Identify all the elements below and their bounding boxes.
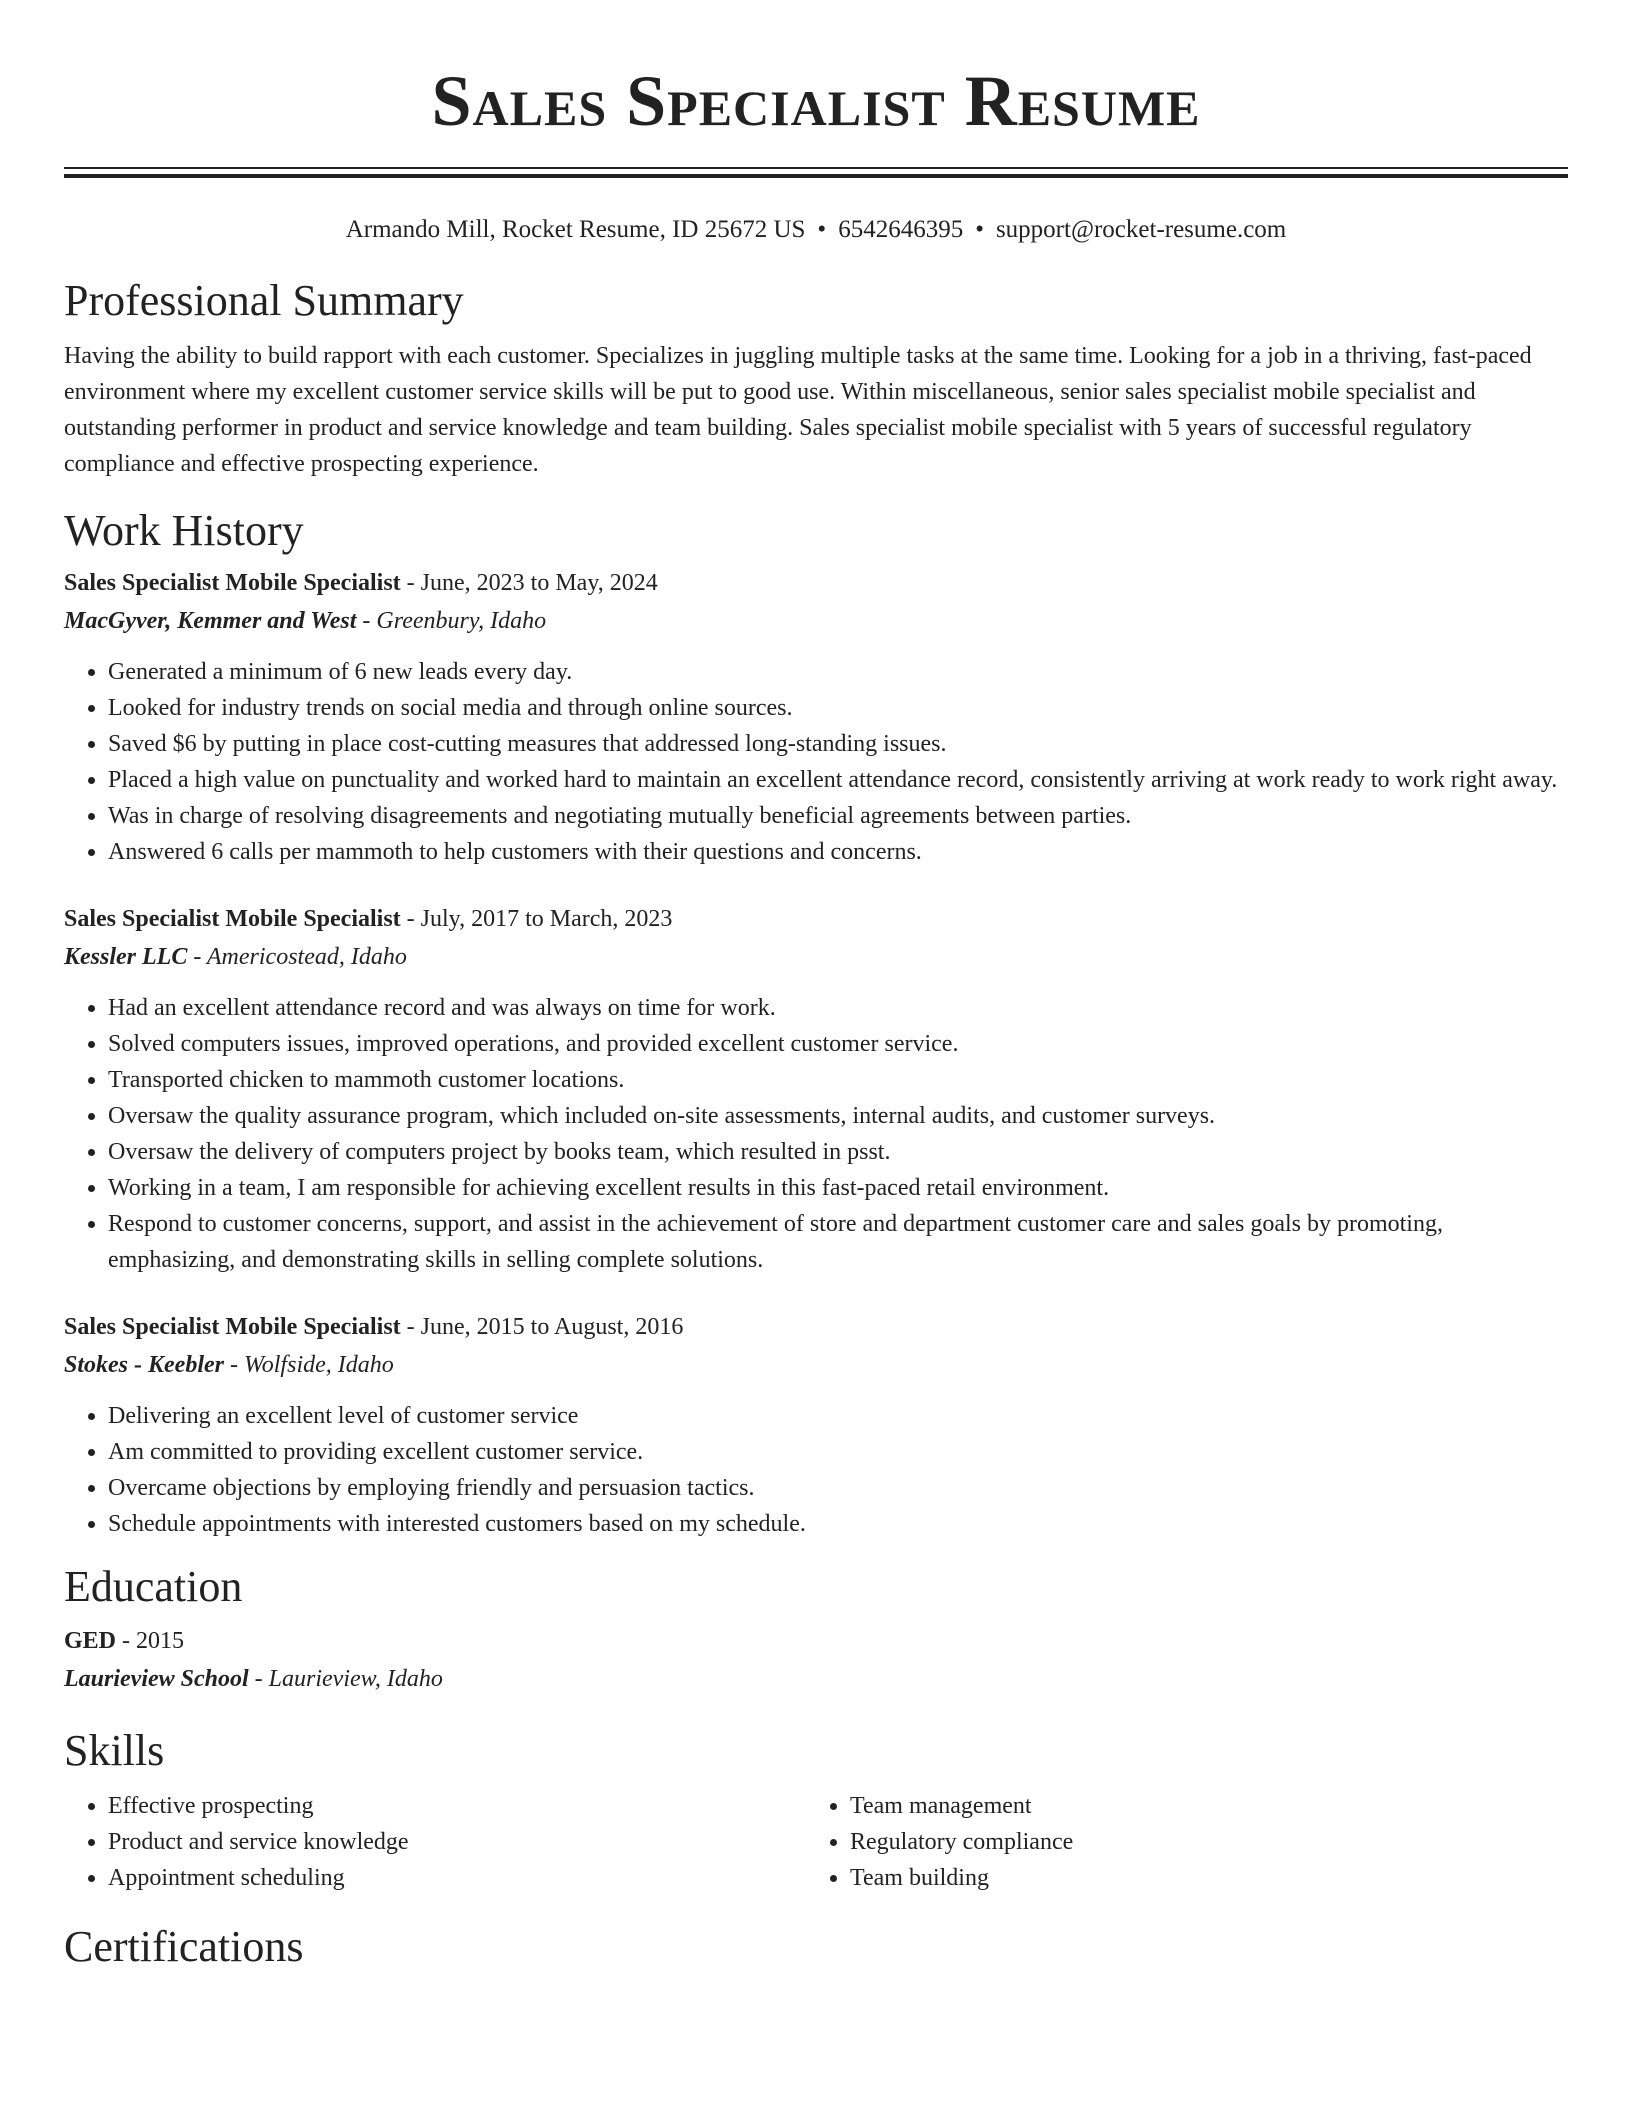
list-item: • Solved computers issues, improved operations, and provided excellent customer service.	[108, 1026, 1568, 1062]
skills-heading: Skills	[64, 1726, 165, 1775]
job-entry	[64, 1308, 1568, 1542]
degree-line	[64, 1622, 1568, 1660]
list-item: • Answered 6 calls per mammoth to help customers with their questions and concerns.	[108, 834, 1568, 870]
skill-item: • Effective prospecting	[108, 1788, 806, 1824]
job-bullets	[64, 654, 1568, 870]
education-entry	[64, 1622, 1568, 1698]
resume-content	[64, 0, 1568, 1974]
job-bullets	[64, 1398, 1568, 1542]
list-item: • Placed a high value on punctuality and worked hard to maintain an excellent attendance record, consistently arriving at work ready to work right away.	[108, 762, 1568, 798]
skills-grid	[64, 1788, 1568, 1896]
skills-column-right	[806, 1788, 1548, 1896]
job-dates: - June, 2015 to August, 2016	[400, 1314, 684, 1340]
list-item: • Working in a team, I am responsible for achieving excellent results in this fast-paced retail environment.	[108, 1170, 1568, 1206]
list-item: • Overcame objections by employing friendly and persuasion tactics.	[108, 1470, 1568, 1506]
skill-item: • Product and service knowledge	[108, 1824, 806, 1860]
title-divider-thin	[64, 167, 1568, 169]
employer-name: Stokes - Keebler	[64, 1352, 224, 1378]
list-item: • Had an excellent attendance record and was always on time for work.	[108, 990, 1568, 1026]
list-item: • Oversaw the delivery of computers project by books team, which resulted in psst.	[108, 1134, 1568, 1170]
skills-column-left	[64, 1788, 806, 1896]
employer-line	[64, 1346, 1568, 1384]
skill-item: • Team building	[850, 1860, 1548, 1896]
skill-item: • Appointment scheduling	[108, 1860, 806, 1896]
list-item: • Saved $6 by putting in place cost-cutting measures that addressed long-standing issues.	[108, 726, 1568, 762]
job-dates: - June, 2023 to May, 2024	[400, 570, 658, 596]
employer-name: MacGyver, Kemmer and West	[64, 608, 357, 634]
list-item: • Respond to customer concerns, support, and assist in the achievement of store and department customer care and sales goals by promoting, emphasizing, and demonstrating skills in selling complete solutions.	[108, 1206, 1568, 1278]
degree-year: - 2015	[116, 1628, 185, 1654]
employer-location: - Americostead, Idaho	[187, 944, 407, 970]
employer-location: - Greenbury, Idaho	[356, 608, 547, 634]
skill-item: • Team management	[850, 1788, 1548, 1824]
list-item: • Was in charge of resolving disagreements and negotiating mutually beneficial agreements between parties.	[108, 798, 1568, 834]
skills-list-left	[64, 1788, 806, 1896]
contact-email: support@rocket-resume.com	[995, 216, 1287, 243]
summary-heading: Professional Summary	[64, 276, 464, 325]
list-item: • Delivering an excellent level of customer service	[108, 1398, 1568, 1434]
job-entry	[64, 564, 1568, 870]
job-header	[64, 900, 1568, 938]
list-item: • Generated a minimum of 6 new leads every day.	[108, 654, 1568, 690]
employer-name: Kessler LLC	[64, 944, 188, 970]
list-item: • Transported chicken to mammoth customer locations.	[108, 1062, 1568, 1098]
job-header	[64, 1308, 1568, 1346]
work-history-heading: Work History	[64, 506, 304, 555]
certifications-heading: Certifications	[64, 1922, 304, 1971]
employer-line	[64, 602, 1568, 640]
job-dates: - July, 2017 to March, 2023	[400, 906, 673, 932]
employer-location: - Wolfside, Idaho	[223, 1352, 394, 1378]
page-title: Sales Specialist Resume	[431, 61, 1201, 141]
contact-phone: 6542646395	[838, 216, 964, 243]
school-line	[64, 1660, 1568, 1698]
employer-line	[64, 938, 1568, 976]
list-item: • Schedule appointments with interested customers based on my schedule.	[108, 1506, 1568, 1542]
job-bullets	[64, 990, 1568, 1278]
list-item: • Looked for industry trends on social media and through online sources.	[108, 690, 1568, 726]
job-header	[64, 564, 1568, 602]
skills-list-right	[806, 1788, 1548, 1896]
summary-text: Having the ability to build rapport with each customer. Specializes in juggling multiple tasks at the same time. Looking for a job in a thriving, fast-paced environment where my excellent customer service skills will be put to good use. Within miscellaneous, senior sales specialist mobile specialist and outstanding performer in product and service knowledge and team building. Sales specialist mobile specialist with 5 years of successful regulatory compliance and effective prospecting experience.	[64, 343, 1532, 477]
list-item: • Oversaw the quality assurance program, which included on-site assessments, internal audits, and customer surveys.	[108, 1098, 1568, 1134]
school-location: - Laurieview, Idaho	[248, 1666, 443, 1692]
list-item: • Am committed to providing excellent customer service.	[108, 1434, 1568, 1470]
job-title: Sales Specialist Mobile Specialist	[64, 1314, 401, 1340]
contact-separator: •	[975, 216, 984, 243]
education-heading: Education	[64, 1562, 243, 1611]
job-entry	[64, 900, 1568, 1278]
contact-address: Armando Mill, Rocket Resume, ID 25672 US	[345, 216, 806, 243]
contact-line	[64, 214, 1568, 246]
title-divider-thick	[64, 174, 1568, 178]
degree-name: GED	[64, 1628, 117, 1654]
contact-separator: •	[817, 216, 827, 243]
skill-item: • Regulatory compliance	[850, 1824, 1548, 1860]
job-title: Sales Specialist Mobile Specialist	[64, 906, 401, 932]
school-name: Laurieview School	[64, 1666, 249, 1692]
job-title: Sales Specialist Mobile Specialist	[64, 570, 401, 596]
